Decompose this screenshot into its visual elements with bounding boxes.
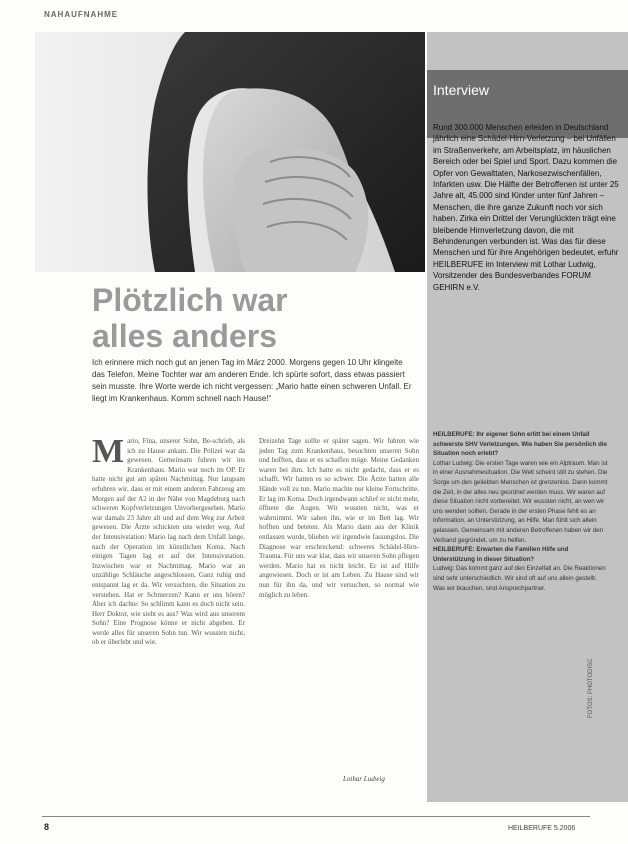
interview-question-1: HEILBERUFE: Ihr eigener Sohn erlitt bei einem Unfall schwerste SHV Verletzungen. Wie haben Sie persönlich die Situation noch erlebt? <box>433 431 607 458</box>
article-lead: Ich erinnere mich noch gut an jenen Tag im März 2000. Morgens gegen 10 Uhr klingelte das Telefon. Meine Tochter war am anderen Ende. Ich spürte sofort, dass etwas passiert sein musste. Ihre Worte werde ich nicht vergessen: „Mario hatte einen schweren Unfall. Er liegt im Krankenhaus. Komm schnell nach Hause!“ <box>92 358 412 403</box>
article-headline <box>92 282 392 354</box>
interview-question-2: HEILBERUFE: Erwarten die Familien Hilfe und Unterstützung in dieser Situation? <box>433 546 569 563</box>
article-column-2 <box>259 437 419 600</box>
interview-answer-2: Ludwig: Das kommt ganz auf den Einzelfall an. Die Reaktionen sind sehr unterschiedlich. Wir sind oft auf uns allein gestellt. Was wir brauchen, sind Ansprechpartner. <box>433 565 606 592</box>
footer-issue: HEILBERUFE 5.2006 <box>508 825 576 832</box>
page-number: 8 <box>44 822 50 832</box>
column-1-text: ario, Fina, unserer Sohn, Be-schrieb, als ich zu Hause ankam. Die Polizei war da gewesen. Gemeinsam fuhren wir ins Krankenhaus. Mario war noch im OP. Er hatte nicht gut am späten Nachmittag. Nur langsam erfuhren wir, dass er mit einem anderen Fahrzeug am Morgen auf der A2 in der Nähe von Magdeburg nach schweren Kopfverletzungen Unvorhergesehen. Mario war damals 23 Jahre alt und auf dem Weg zur Arbeit gewesen. Die Ärzte schickten uns wieder weg. Auf der Intensivstation: Mario lag nach dem Unfall lange, nach der Operation im künstlichen Koma. Nach einigen Tagen lag er auf der Intensivstation. Inzwischen war er Nachmittag. Mario war an unzählige Schläuche angeschlossen. Ganz ruhig und entspannt lag er da. Wir versuchten, die Situation zu verstehen. Hat er Schmerzen? Kann er uns hören? Aber ich dachte: So schlimm kann es doch nicht sein. Herr Doktor, wie sieht es aus? Was wird aus unserem Sohn? Eine Prognose könne er nicht abgeben. Er werde alles für unseren Sohn tun. Wir wussten nicht, ob er überlebt und wie. <box>92 437 245 647</box>
headline-line-1: Plötzlich war <box>92 282 288 318</box>
photo-illustration <box>35 32 425 272</box>
headline-line-2: alles anders <box>92 318 277 354</box>
sidebar-interview-body <box>433 430 608 593</box>
dropcap: M <box>92 433 125 470</box>
article-column-1 <box>92 433 245 648</box>
sidebar-title: Interview <box>433 82 490 98</box>
photo-credit: FOTOS: PHOTODISC <box>588 658 594 718</box>
rubric-label: NAHAUFNAHME <box>44 10 119 19</box>
interview-sidebar <box>427 32 628 802</box>
interview-answer-1: Lothar Ludwig: Die ersten Tage waren wie ein Alptraum. Man ist in einer Ausnahmesituation. Die Welt scheint still zu stehen. Die Sorge um den geliebten Menschen ist grenzenlos. Dann kommt die Zeit, in der alles neu geordnet werden muss. Wir waren auf diese Situation nicht vorbereitet. Wir wussten nicht, an wen wir uns wenden sollten. Gerade in der ersten Phase fehlt es an Information, an Unterstützung, an Hilfe. Man fühlt sich allein gelassen. Gemeinsam mit anderen Betroffenen haben wir den Verband gegründet, um zu helfen. <box>433 459 608 544</box>
sidebar-intro: Rund 300.000 Menschen erleiden in Deutschland jährlich eine Schädel-Hirn-Verletzung – bei Unfällen im Straßenverkehr, am Arbeitsplatz, im häuslichen Bereich oder bei Spiel und Sport. Dazu kommen die Opfer von Gewalttaten, Narkosezwischenfällen, Infarkten usw. Die Hälfte der Betroffenen ist unter 25 Jahre alt, 45.000 sind Kinder unter fünf Jahren – Menschen, die ihre ganze Zukunft noch vor sich haben. Zirka ein Drittel der Verunglückten trägt eine bleibende Hirnverletzung davon, die mit Behinderungen verbunden ist. Was das für diese Menschen und für ihre Angehörigen bedeutet, erfuhr HEILBERUFE im Interview mit Lothar Ludwig, Vorsitzender des Bundesverbandes FORUM GEHIRN e.V. <box>433 123 619 292</box>
column-2-text: Dreizehn Tage sollte er später sagen. Wir fuhren wie jeden Tag zum Krankenhaus, besuchten unseren Sohn und hofften, dass er es schaffen möge. Meine Gedanken waren bei ihm. Ich hatte es nicht gedacht, dass er es schafft. Wir hatten es so schwer. Die Ärzte hatten alle Hände voll zu tun. Mario machte nur kleine Fortschritte. Er lag im Koma. Doch irgendwann schlief er nicht mehr, öffnete die Augen. Wir wussten nicht, was er wahrnimmt. Wir sahen ihn, wie er im Bett lag. Wir hofften und beteten. Als Mario dann aus der Klinik entlassen wurde, blieben wir irgendwie fassungslos. Die Diagnose war erschreckend: schweres Schädel-Hirn-Trauma. Für uns war klar, dass wir unseren Sohn pflegen werden. Mario hat es nicht leicht. Er ist auf Hilfe angewiesen. Doch er ist am Leben. Zu Hause sind wir nun für ihn da, und wir versuchen, so normal wie möglich zu leben. <box>259 437 419 599</box>
photo-woman-covering-face <box>35 32 425 272</box>
footer-rule <box>42 816 590 817</box>
author-signature: Lothar Ludwig <box>343 775 385 783</box>
